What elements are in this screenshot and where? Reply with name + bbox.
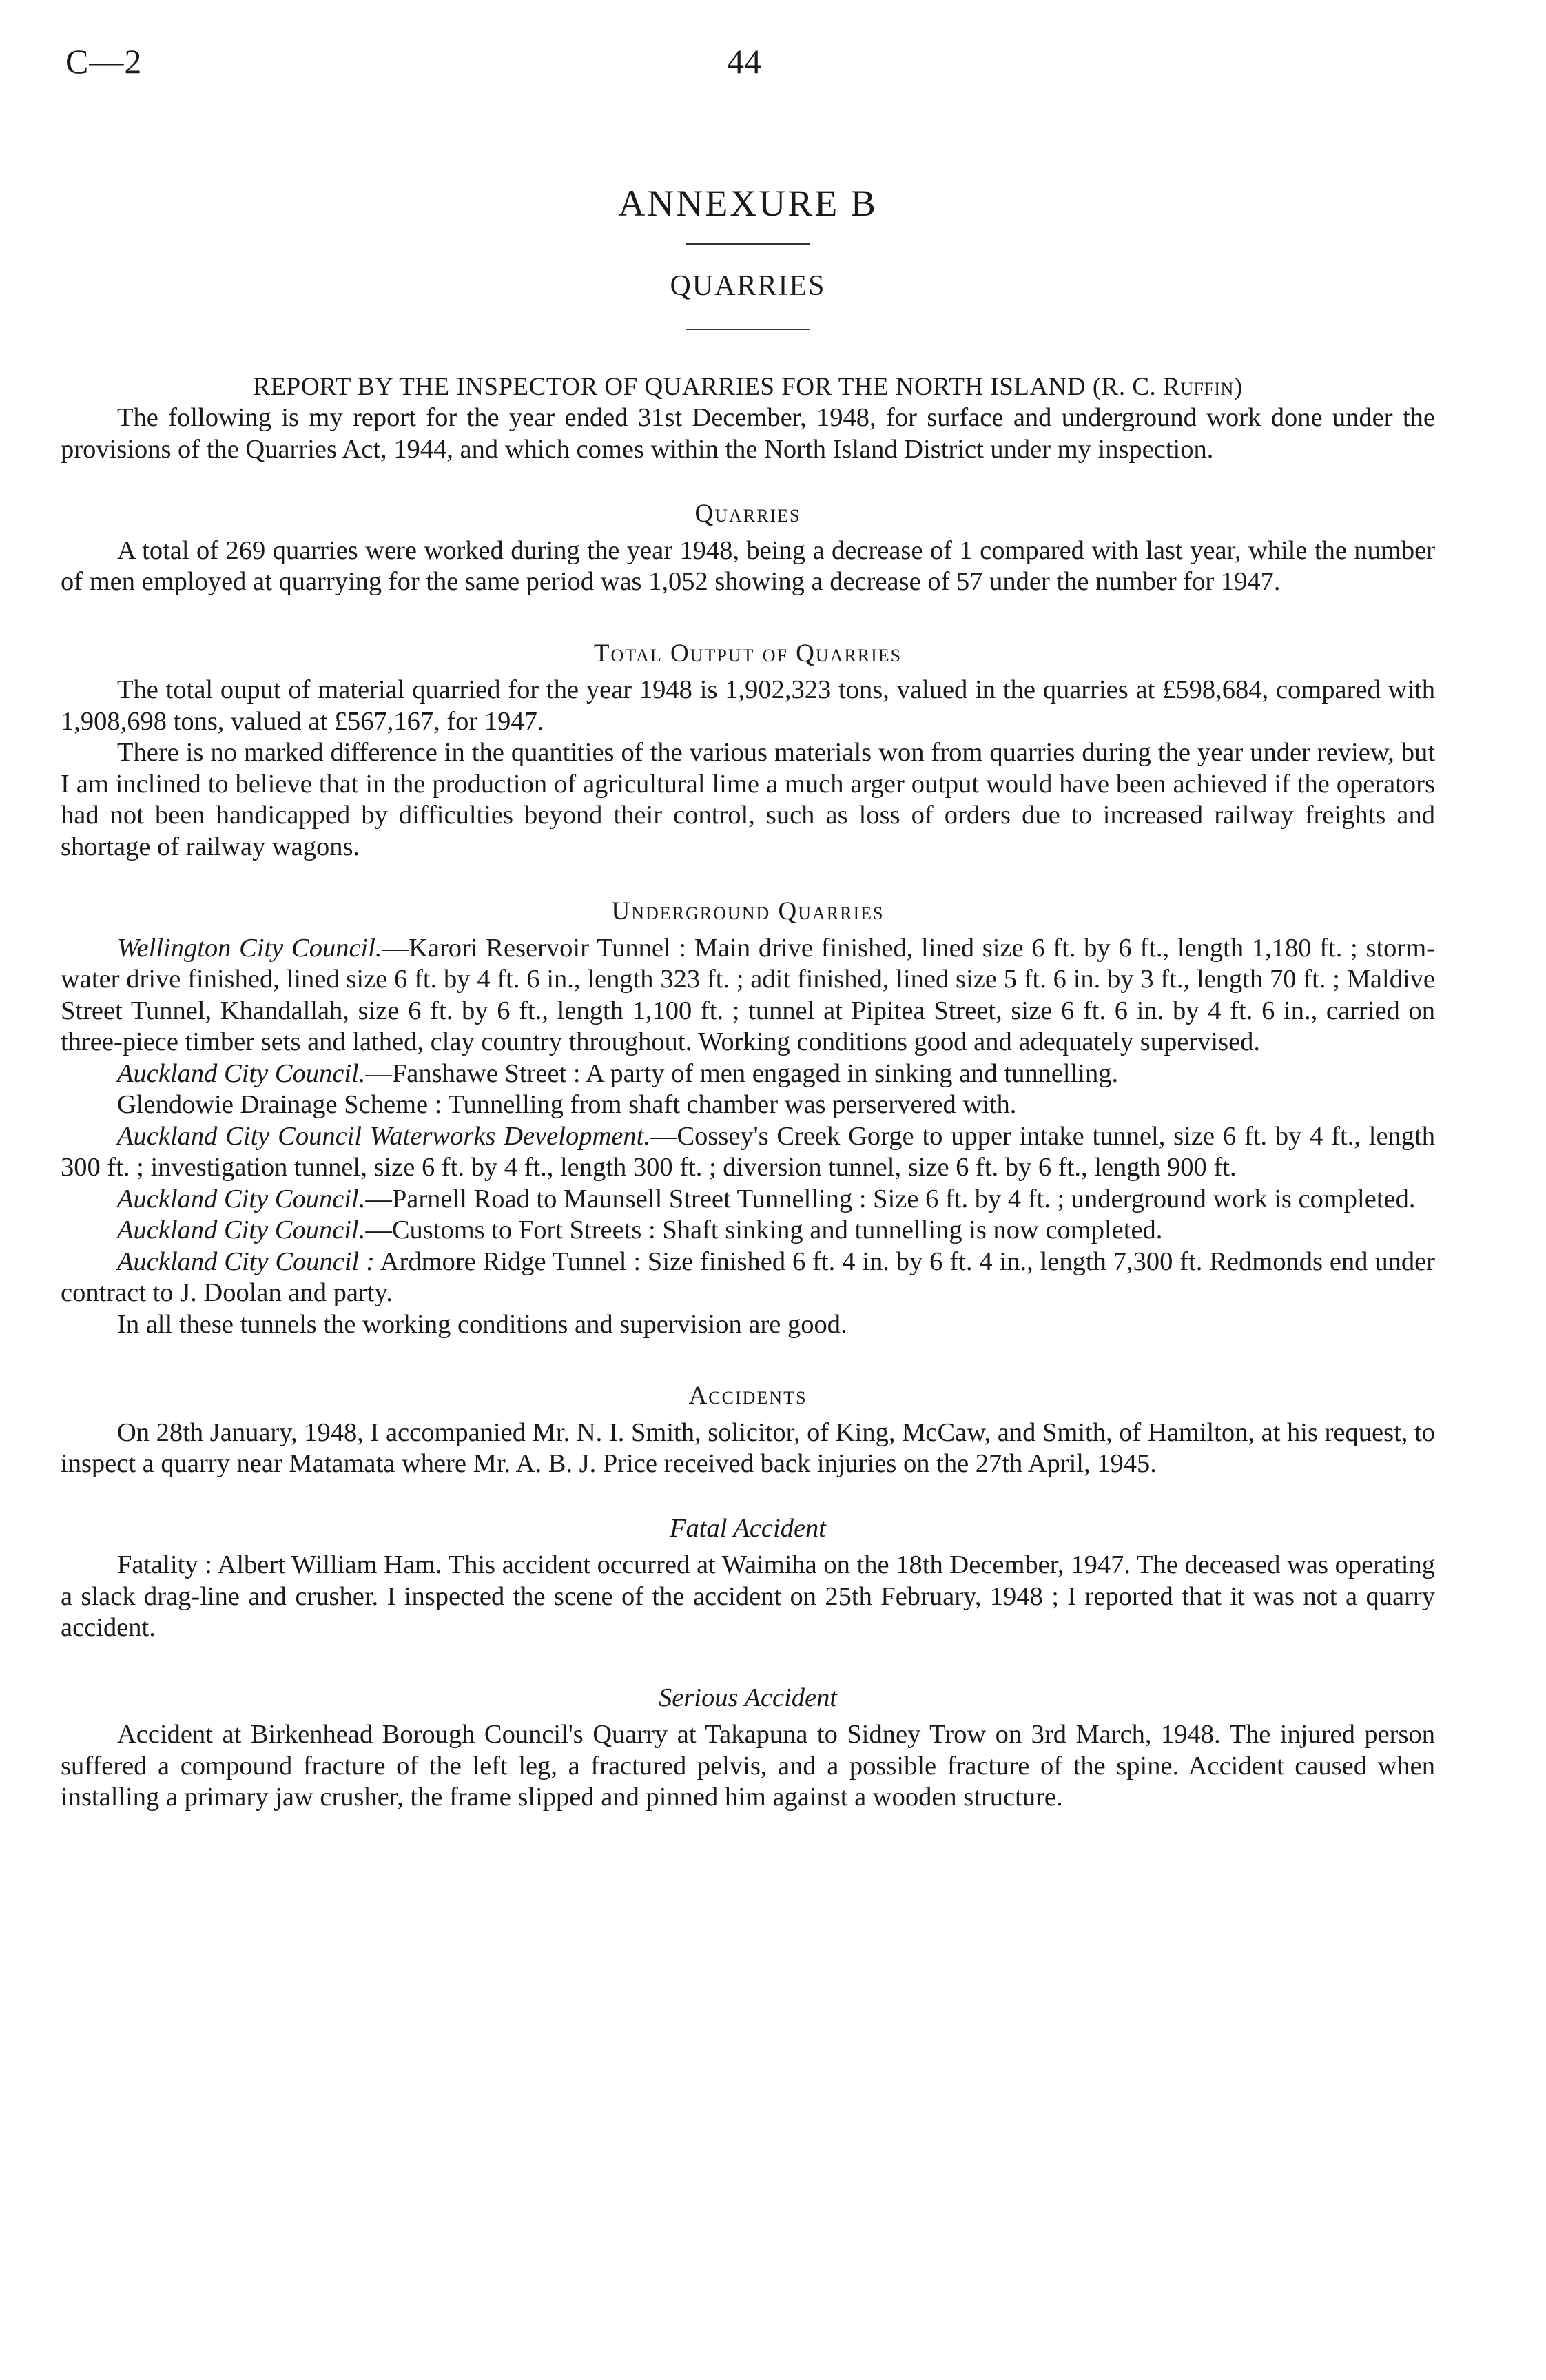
- entry-text: —Customs to Fort Streets : Shaft sinking and tunnelling is now completed.: [365, 1215, 1163, 1244]
- underground-entry: [61, 1089, 1435, 1121]
- entry-text: —Karori Reservoir Tunnel : Main drive finished, lined size 6 ft. by 6 ft., length 1,180 ft. ; storm-water drive finished, lined size 6 ft. by 4 ft. 6 in., length 323 ft. ; adit finished, lined size 5 ft. 6 in. by 3 ft., length 70 ft. ; Maldive Street Tunnel, Khandallah, size 6 ft. by 6 ft., length 1,100 ft. ; tunnel at Pipitea Street, size 6 ft. 6 in. by 4 ft. 6 in., carried on three-piece timber sets and lathed, clay country throughout. Working conditions good and adequately supervised.: [61, 933, 1435, 1056]
- fatal-accident-paragraph: Fatality : Albert William Ham. This accident occurred at Waimiha on the 18th December, 1947. The deceased was operating a slack drag-line and crusher. I inspected the scene of the accident on 25th February, 1948 ; I reported that it was not a quarry accident.: [61, 1550, 1435, 1642]
- entry-text: —Fanshawe Street : A party of men engaged in sinking and tunnelling.: [365, 1058, 1119, 1088]
- entry-text: —Cossey's Creek Gorge to upper intake tunnel, size 6 ft. by 4 ft., length 300 ft. ; investigation tunnel, size 6 ft. by 4 ft., length 300 ft. ; diversion tunnel, size 6 ft. by 6 ft., length 900 ft.: [61, 1121, 1435, 1182]
- underground-entry: [61, 1058, 1435, 1090]
- section-title: QUARRIES: [670, 270, 826, 302]
- entry-lead: Auckland City Council Waterworks Development.: [117, 1121, 650, 1151]
- page-number: 44: [727, 42, 761, 81]
- page-content: [61, 183, 1435, 1814]
- underground-entry: [61, 1215, 1435, 1247]
- fatal-accident-heading: Fatal Accident: [669, 1513, 826, 1543]
- total-output-paragraph-2: There is no marked difference in the quantities of the various materials won from quarries during the year under review, but I am inclined to believe that in the production of agricultural lime a much arger output would have been achieved if the operators had not been handicapped by difficulties beyond their control, such as loss of orders due to increased railway freights and shortage of railway wagons.: [61, 738, 1435, 861]
- underground-entry: [61, 1121, 1435, 1184]
- underground-entry: [61, 1309, 1435, 1341]
- total-output-heading: Total Output of Quarries: [593, 639, 903, 668]
- entry-text: Glendowie Drainage Scheme : Tunnelling from shaft chamber was perservered with.: [117, 1090, 1017, 1119]
- underground-heading: Underground Quarries: [611, 897, 885, 925]
- entry-lead: Auckland City Council.: [117, 1215, 366, 1244]
- serious-accident-heading: Serious Accident: [658, 1683, 838, 1712]
- entry-lead: Auckland City Council :: [117, 1247, 375, 1276]
- report-author: Ruffin): [1163, 372, 1243, 401]
- underground-entry: [61, 933, 1435, 1058]
- entry-lead: Auckland City Council.: [117, 1058, 366, 1088]
- accidents-heading: Accidents: [688, 1382, 807, 1410]
- report-heading-text: REPORT BY THE INSPECTOR OF QUARRIES FOR THE NORTH ISLAND (R. C.: [253, 372, 1157, 401]
- entry-lead: Auckland City Council.: [117, 1184, 366, 1213]
- accidents-paragraph: On 28th January, 1948, I accompanied Mr. N. I. Smith, solicitor, of King, McCaw, and Smith, of Hamilton, at his request, to inspect a quarry near Matamata where Mr. A. B. J. Price received back injuries on the 27th April, 1945.: [61, 1417, 1435, 1478]
- intro-paragraph: The following is my report for the year ended 31st December, 1948, for surface and underground work done under the provisions of the Quarries Act, 1944, and which comes within the North Island District under my inspection.: [61, 403, 1435, 464]
- total-output-paragraph-1: The total ouput of material quarried for the year 1948 is 1,902,323 tons, valued in the quarries at £598,684, compared with 1,908,698 tons, valued at £567,167, for 1947.: [61, 675, 1435, 736]
- underground-entry: [61, 1184, 1435, 1215]
- underground-entry: [61, 1247, 1435, 1309]
- entry-text: In all these tunnels the working conditions and supervision are good.: [117, 1309, 847, 1339]
- section-rule: [686, 329, 810, 330]
- quarries-paragraph: A total of 269 quarries were worked during the year 1948, being a decrease of 1 compared with last year, while the number of men employed at quarrying for the same period was 1,052 showing a decrease of 57 under the number for 1947.: [61, 535, 1435, 596]
- entry-lead: Wellington City Council.: [117, 933, 382, 963]
- serious-accident-paragraph: Accident at Birkenhead Borough Council's Quarry at Takapuna to Sidney Trow on 3rd March, 1948. The injured person suffered a compound fracture of the left leg, a fractured pelvis, and a possible fracture of the spine. Accident caused when installing a primary jaw crusher, the frame slipped and pinned him against a wooden structure.: [61, 1720, 1435, 1812]
- entry-text: Ardmore Ridge Tunnel : Size finished 6 ft. 4 in. by 6 ft. 4 in., length 7,300 ft. Redmonds end under contract to J. Doolan and party.: [61, 1247, 1435, 1307]
- document-reference: C—2: [65, 42, 143, 81]
- title-rule: [686, 243, 810, 245]
- entry-text: —Parnell Road to Maunsell Street Tunnelling : Size 6 ft. by 4 ft. ; underground work is completed.: [365, 1184, 1416, 1213]
- report-heading: [61, 371, 1435, 403]
- quarries-heading: Quarries: [694, 500, 801, 528]
- annex-title: ANNEXURE B: [618, 183, 878, 224]
